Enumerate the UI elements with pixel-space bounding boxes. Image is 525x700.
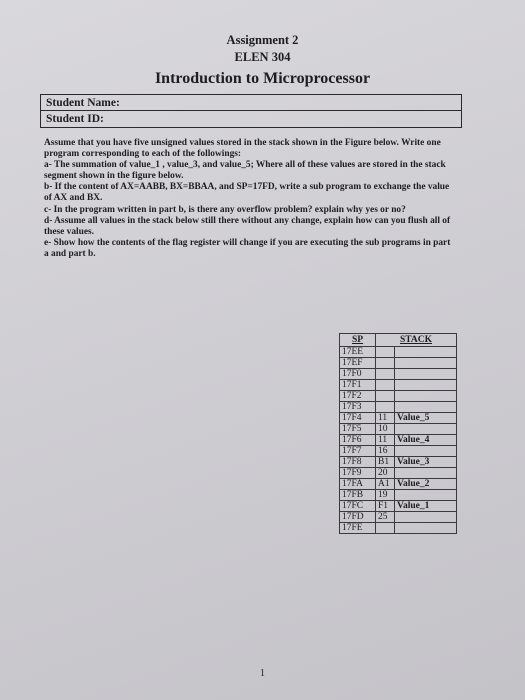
stack-row	[340, 457, 457, 468]
stack-address: 17F7	[340, 446, 376, 457]
stack-row	[340, 391, 457, 402]
stack-address: 17F4	[340, 413, 376, 424]
stack-header: STACK	[376, 334, 457, 347]
stack-value	[376, 380, 395, 391]
stack-value: 11	[376, 413, 395, 424]
stack-value-name	[395, 490, 457, 501]
stack-address: 17FA	[340, 479, 376, 490]
stack-value	[376, 358, 395, 369]
course-title: Introduction to Microprocessor	[154, 70, 371, 87]
stack-value: 25	[376, 512, 395, 523]
stack-value: 11	[376, 435, 395, 446]
stack-address: 17FD	[340, 512, 376, 523]
stack-value-name	[395, 380, 457, 391]
question-a: a- The summation of value_1 , value_3, and value_5; Where all of these values are stored in the stack segment shown in the figure below.	[44, 160, 446, 182]
stack-value	[376, 391, 395, 402]
stack-value: F1	[376, 501, 395, 512]
stack-value	[376, 369, 395, 380]
stack-value-name	[395, 358, 457, 369]
stack-address: 17F9	[340, 468, 376, 479]
stack-address: 17FE	[340, 523, 376, 534]
stack-address: 17F2	[340, 391, 376, 402]
stack-row	[340, 347, 457, 358]
stack-value-name	[395, 523, 457, 534]
stack-value: 20	[376, 468, 395, 479]
stack-address: 17EF	[340, 358, 376, 369]
student-info-box	[40, 94, 462, 128]
stack-value-name: Value_4	[395, 435, 457, 446]
stack-value	[376, 347, 395, 358]
stack-row	[340, 490, 457, 501]
stack-value-name: Value_2	[395, 479, 457, 490]
stack-row	[340, 424, 457, 435]
stack-row	[340, 402, 457, 413]
stack-address: 17F5	[340, 424, 376, 435]
stack-value-name	[395, 468, 457, 479]
stack-value-name: Value_5	[395, 413, 457, 424]
stack-value-name	[395, 424, 457, 435]
stack-row	[340, 435, 457, 446]
title-block	[0, 32, 525, 89]
stack-row	[340, 523, 457, 534]
stack-row	[340, 380, 457, 391]
stack-value-name	[395, 347, 457, 358]
stack-value-name	[395, 391, 457, 402]
sp-header: SP	[340, 334, 376, 347]
stack-value-name: Value_1	[395, 501, 457, 512]
stack-value-name	[395, 369, 457, 380]
question-c: c- In the program written in part b, is there any overflow problem? explain why yes or no?	[44, 204, 406, 215]
stack-value-name	[395, 512, 457, 523]
intro-paragraph: Assume that you have five unsigned values stored in the stack shown in the Figure below. Write one program corresponding to each of the followings:	[44, 138, 441, 160]
stack-row	[340, 468, 457, 479]
stack-row	[340, 512, 457, 523]
stack-value: 16	[376, 446, 395, 457]
stack-value	[376, 523, 395, 534]
stack-value-name	[395, 402, 457, 413]
stack-value: B1	[376, 457, 395, 468]
stack-row	[340, 479, 457, 490]
stack-address: 17F3	[340, 402, 376, 413]
stack-address: 17F6	[340, 435, 376, 446]
stack-value-name	[395, 446, 457, 457]
question-text	[44, 138, 454, 260]
stack-address: 17FC	[340, 501, 376, 512]
stack-row	[340, 369, 457, 380]
question-d: d- Assume all values in the stack below still there without any change, explain how can you flush all of these values.	[44, 215, 451, 237]
assignment-title: Assignment 2	[226, 33, 299, 47]
stack-address: 17F1	[340, 380, 376, 391]
course-code: ELEN 304	[234, 50, 291, 64]
stack-address: 17FB	[340, 490, 376, 501]
question-e: e- Show how the contents of the flag register will change if you are executing the sub programs in part a and part b.	[44, 237, 451, 259]
stack-value: 19	[376, 490, 395, 501]
question-b: b- If the content of AX=AABB, BX=BBAA, and SP=17FD, write a sub program to exchange the value of AX and BX.	[44, 182, 450, 204]
student-id-label: Student ID:	[46, 113, 104, 125]
stack-row	[340, 358, 457, 369]
stack-value: 10	[376, 424, 395, 435]
stack-value: A1	[376, 479, 395, 490]
stack-row	[340, 446, 457, 457]
stack-address: 17F0	[340, 369, 376, 380]
stack-row	[340, 501, 457, 512]
student-name-label: Student Name:	[41, 95, 461, 111]
stack-value-name: Value_3	[395, 457, 457, 468]
stack-table	[339, 333, 457, 534]
stack-row	[340, 413, 457, 424]
page-number: 1	[260, 668, 265, 679]
stack-value	[376, 402, 395, 413]
stack-address: 17EE	[340, 347, 376, 358]
stack-address: 17F8	[340, 457, 376, 468]
